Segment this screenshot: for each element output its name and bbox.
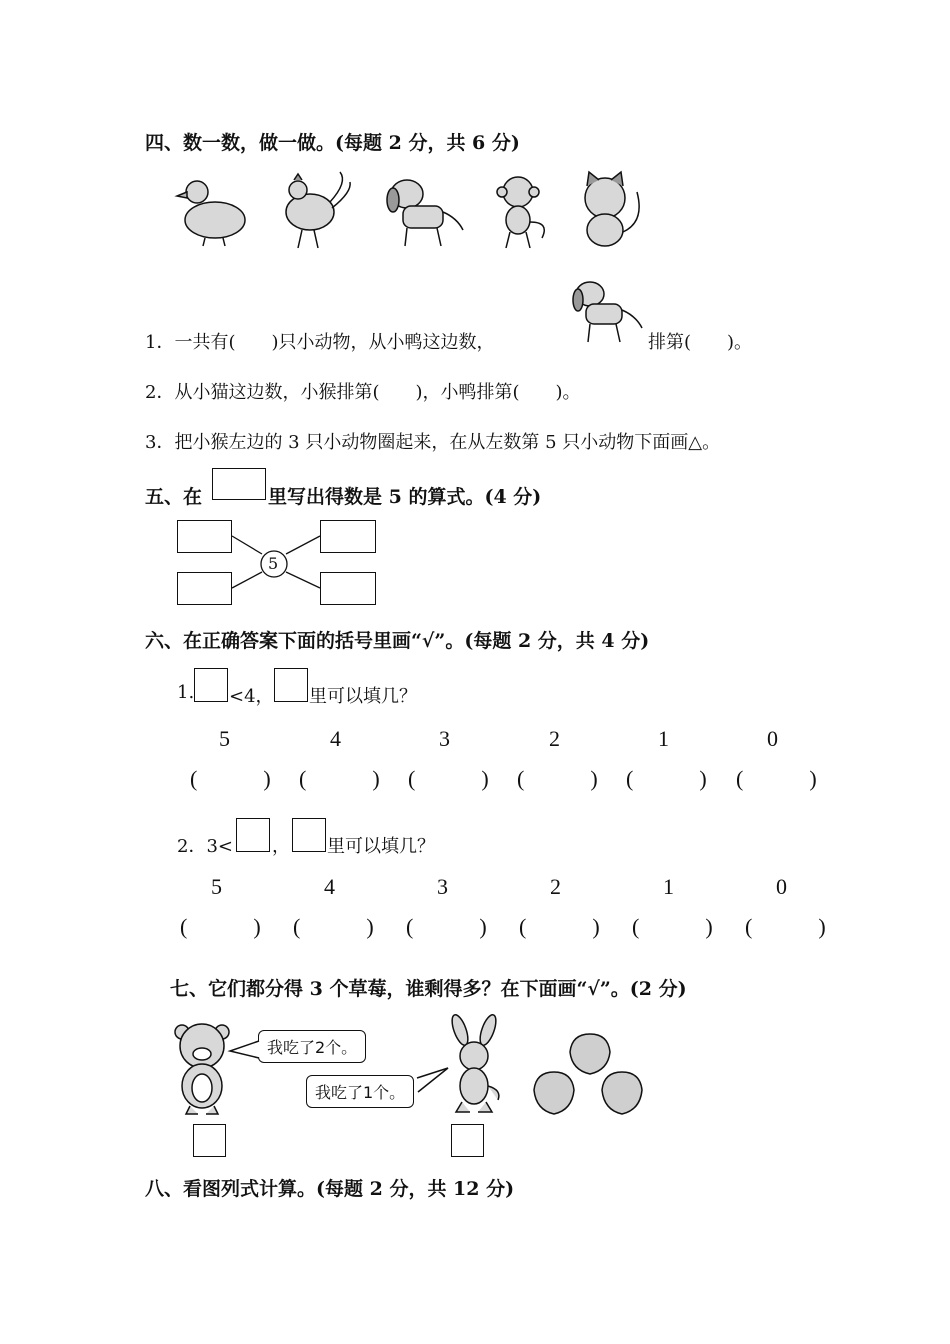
section6-q2-question: 里可以填几？ <box>327 836 435 857</box>
answer-box-top-right[interactable] <box>320 520 376 553</box>
q2-paren-4[interactable]: ( ) <box>519 914 600 939</box>
q1-paren-1[interactable]: ( ) <box>190 766 271 791</box>
q1-paren-2[interactable]: ( ) <box>299 766 380 791</box>
answer-box-bottom-left[interactable] <box>177 572 232 605</box>
section6-q2-middle: ， <box>272 836 290 857</box>
section7-title: 七、它们都分得 3 个草莓，谁剩得多？在下面画“√”。(2 分) <box>170 978 687 1000</box>
q1-paren-5[interactable]: ( ) <box>626 766 707 791</box>
section6-title: 六、在正确答案下面的括号里画“√”。(每题 2 分，共 4 分) <box>145 630 650 652</box>
section6-q1-prefix: 1. <box>177 682 195 703</box>
q2-option-4: 4 <box>324 874 335 899</box>
q2-option-0: 0 <box>776 874 787 899</box>
q2-paren-5[interactable]: ( ) <box>632 914 713 939</box>
rabbit-check-box[interactable] <box>451 1124 484 1157</box>
rabbit-speech-bubble: 我吃了1个。 <box>306 1075 414 1108</box>
q2-box-1 <box>236 818 270 852</box>
section4-q3: 3．把小猴左边的 3 只小动物圈起来，在从左数第 5 只小动物下面画△。 <box>145 432 721 453</box>
q2-option-5: 5 <box>211 874 222 899</box>
section5-title-end: 里写出得数是 5 的算式。(4 分) <box>268 486 542 508</box>
strawberries-icon <box>528 1030 648 1120</box>
q2-option-1: 1 <box>663 874 674 899</box>
bear-bubble-tail <box>228 1040 262 1060</box>
bear-speech-bubble: 我吃了2个。 <box>258 1030 366 1063</box>
bear-icon <box>172 1020 242 1116</box>
q2-paren-1[interactable]: ( ) <box>180 914 261 939</box>
q1-option-1: 1 <box>658 726 669 751</box>
q2-option-3: 3 <box>437 874 448 899</box>
q1-box-2 <box>274 668 308 702</box>
section6-q1-question: 里可以填几？ <box>309 686 417 707</box>
q2-paren-2[interactable]: ( ) <box>293 914 374 939</box>
section4-q2: 2．从小猫这边数，小猴排第( )，小鸭排第( )。 <box>145 382 581 403</box>
q1-option-4: 4 <box>330 726 341 751</box>
section4-q1-text: 1．一共有( )只小动物，从小鸭这边数， <box>145 332 495 353</box>
rabbit-icon <box>440 1016 510 1116</box>
bear-check-box[interactable] <box>193 1124 226 1157</box>
q1-option-5: 5 <box>219 726 230 751</box>
section5-title-start: 五、在 <box>145 486 203 508</box>
answer-box-top-left[interactable] <box>177 520 232 553</box>
section6-q2-prefix: 2．3< <box>177 836 233 857</box>
answer-box-bottom-right[interactable] <box>320 572 376 605</box>
q1-option-3: 3 <box>439 726 450 751</box>
q1-box-1 <box>194 668 228 702</box>
center-number: 5 <box>268 554 279 573</box>
q2-paren-6[interactable]: ( ) <box>745 914 826 939</box>
q1-paren-3[interactable]: ( ) <box>408 766 489 791</box>
q2-box-2 <box>292 818 326 852</box>
q1-option-2: 2 <box>549 726 560 751</box>
q1-option-0: 0 <box>767 726 778 751</box>
q1-paren-4[interactable]: ( ) <box>517 766 598 791</box>
section4-title: 四、数一数，做一做。(每题 2 分，共 6 分) <box>145 132 520 154</box>
section4-q1-tail: 排第( )。 <box>648 332 753 353</box>
section6-q1-middle: <4， <box>229 686 274 707</box>
q2-option-2: 2 <box>550 874 561 899</box>
q2-paren-3[interactable]: ( ) <box>406 914 487 939</box>
q1-paren-6[interactable]: ( ) <box>736 766 817 791</box>
section8-title: 八、看图列式计算。(每题 2 分，共 12 分) <box>145 1178 515 1200</box>
